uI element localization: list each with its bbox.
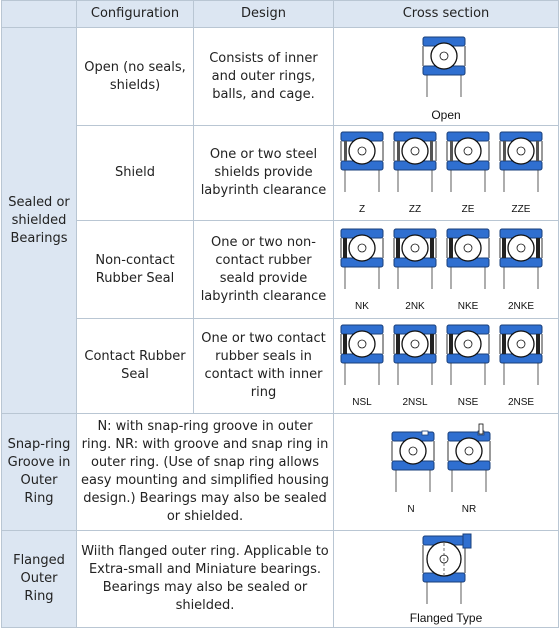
cross-flanged [334,531,559,628]
bearing-section-icon [394,229,436,289]
bearing-section-icon [447,229,489,289]
cross-contact [334,319,559,414]
label-nse: NSE [457,397,479,408]
contact-bearings-figure [335,321,557,411]
config-contact: Contact Rubber Seal [77,319,194,414]
shield-bearings-figure [335,128,557,218]
header-row [2,1,559,28]
bearing-section-icon [394,132,436,192]
bearing-section-icon [392,431,434,492]
label-z: Z [358,204,366,215]
row-snap [2,414,559,531]
row-contact [2,319,559,414]
bearing-section-icon [341,325,383,385]
bearing-table [1,0,559,628]
label-2nke: 2NKE [507,300,535,312]
bearing-section-icon [500,132,542,192]
label-2nsl: 2NSL [402,397,428,408]
design-shield: One or two steel shields provide labyrinth clearance [194,126,334,221]
snap-bearings-figure [386,422,506,522]
bearing-section-icon [341,132,383,192]
bearing-section-icon [500,229,542,289]
config-noncontact: Non-contact Rubber Seal [77,221,194,319]
bearing-section-icon [500,325,542,385]
label-open: Open [431,107,461,122]
row-noncontact [2,221,559,319]
header-cross-section: Cross section [334,1,559,28]
design-open: Consists of inner and outer rings, balls, and cage. [194,28,334,126]
cross-snap [334,414,559,531]
noncontact-bearings-figure [335,225,557,315]
open-bearing-figure [396,31,496,123]
row-shield [2,126,559,221]
bearing-section-icon [448,424,490,492]
label-nsl: NSL [352,397,372,408]
label-flanged: Flanged Type [409,611,483,625]
label-nke: NKE [457,300,479,312]
header-blank [2,1,77,28]
bearing-section-icon [341,229,383,289]
category-snap: Snap-ring Groove in Outer Ring [2,414,77,531]
label-n: N [407,504,415,515]
category-sealed: Sealed or shielded Bearings [2,28,77,414]
label-zz: ZZ [408,204,422,215]
label-ze: ZE [461,204,475,215]
header-design: Design [194,1,334,28]
design-contact: One or two contact rubber seals in contact with inner ring [194,319,334,414]
cross-open [334,28,559,126]
design-flanged: Wiith flanged outer ring. Applicable to Extra-small and Miniature bearings. Bearings may also be sealed or shielded. [77,531,334,628]
header-configuration: Configuration [77,1,194,28]
label-2nse: 2NSE [507,397,535,408]
bearing-section-icon [423,37,465,97]
cross-shield [334,126,559,221]
row-open [2,28,559,126]
design-snap: N: with snap-ring groove in outer ring. NR: with groove and snap ring in outer ring. (Use of snap ring allows easy mounting and simplified housing design.) Bearings may also be sealed or shielded. [77,414,334,531]
bearing-section-icon [423,534,471,604]
label-nr: NR [461,504,477,515]
bearing-section-icon [447,132,489,192]
label-nk: NK [355,300,369,312]
flanged-bearing-figure [386,532,506,626]
bearing-section-icon [447,325,489,385]
category-flanged: Flanged Outer Ring [2,531,77,628]
config-open: Open (no seals, shields) [77,28,194,126]
bearing-section-icon [394,325,436,385]
label-zze: ZZE [511,204,531,215]
row-flanged [2,531,559,628]
label-2nk: 2NK [405,300,425,312]
config-shield: Shield [77,126,194,221]
design-noncontact: One or two non-contact rubber seald provide labyrinth clearance [194,221,334,319]
cross-noncontact [334,221,559,319]
